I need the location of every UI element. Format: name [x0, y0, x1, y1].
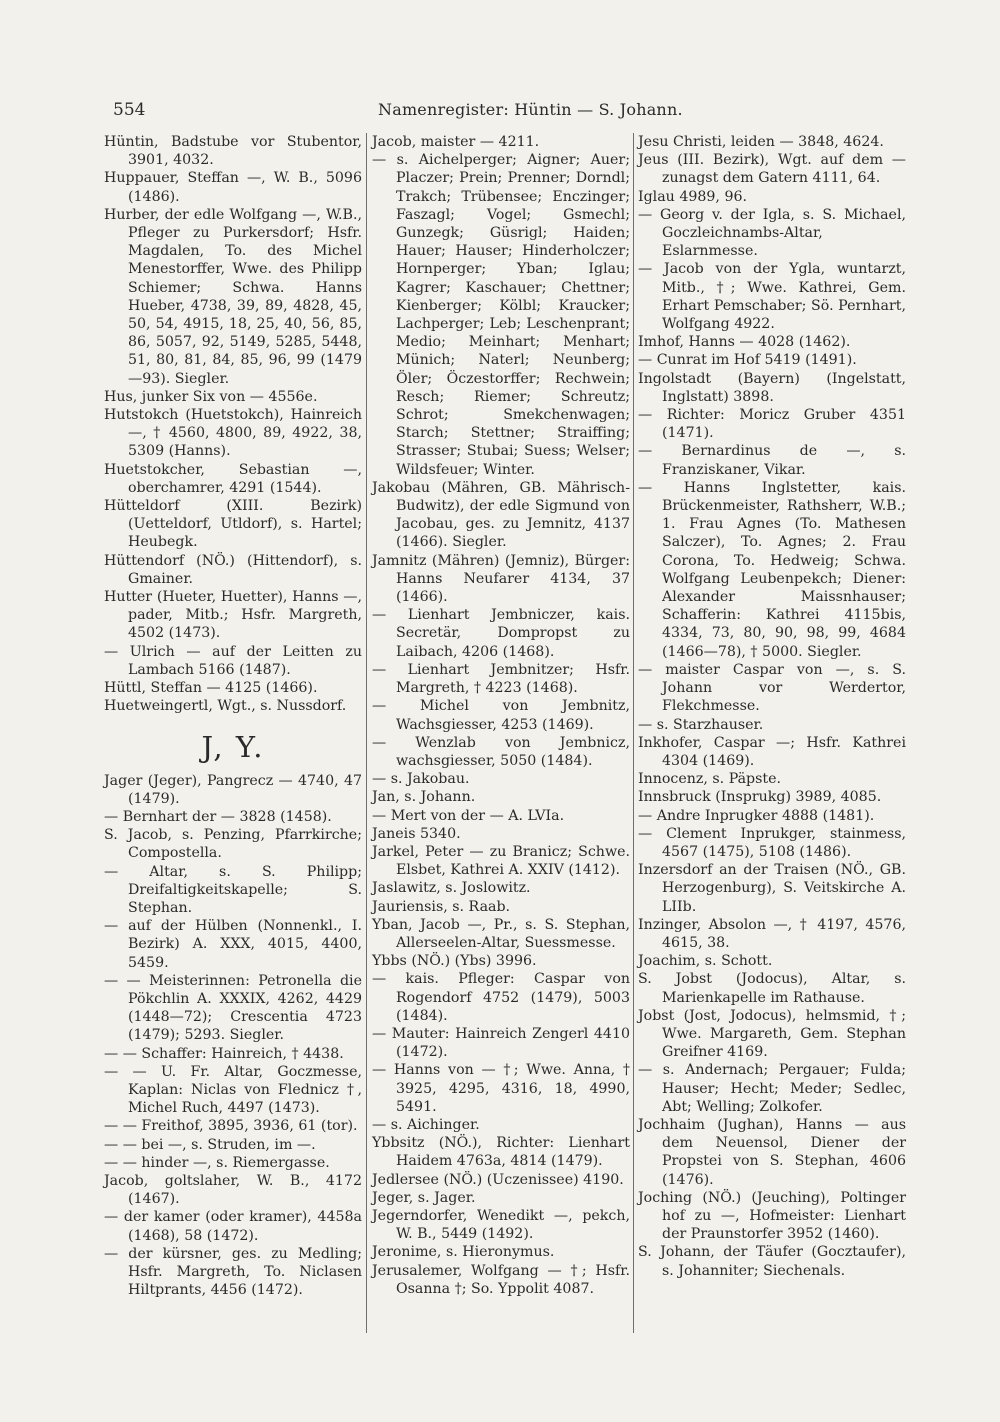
- index-entry: — Andre Inprugker 4888 (1481).: [638, 807, 875, 824]
- index-entry: Jeus (III. Bezirk), Wgt. auf dem — zunagst dem Gatern 4111, 64.: [638, 152, 906, 187]
- index-entry: S. Jacob, s. Penzing, Pfarrkirche; Compostella.: [104, 827, 362, 862]
- index-entry: Innocenz, s. Päpste.: [638, 771, 782, 788]
- index-entry: Jerusalemer, Wolfgang — †; Hsfr. Osanna †; So. Yppolit 4087.: [372, 1262, 630, 1297]
- index-entry: Jacob, goltslaher, W. B., 4172 (1467).: [104, 1172, 362, 1208]
- index-entry: Hus, junker Six von — 4556e.: [104, 388, 318, 405]
- index-entry: Jager (Jeger), Pangrecz — 4740, 47 (1479).: [104, 772, 362, 807]
- index-entry: Ingolstadt (Bayern) (Ingelstatt, Inglstatt) 3898.: [638, 370, 906, 405]
- index-entry: Hütteldorf (XIII. Bezirk) (Uetteldorf, Utldorf), s. Hartel; Heubegk.: [104, 498, 362, 551]
- index-entry: Jochhaim (Jughan), Hanns — aus dem Neuensol, Diener der Propstei von S. Stephan, 4606 (1476).: [638, 1116, 906, 1188]
- index-entry: Hutstokch (Huetstokch), Hainreich —, † 4560, 4800, 89, 4922, 38, 5309 (Hanns).: [104, 407, 362, 460]
- index-entry: S. Jobst (Jodocus), Altar, s. Marienkapelle im Rathause.: [638, 971, 906, 1006]
- column-divider: [366, 133, 367, 1333]
- index-entry: Jegerndorfer, Wenedikt —, pekch, W. B., 5449 (1492).: [372, 1207, 630, 1243]
- index-entry: Jacob, maister — 4211.: [372, 134, 540, 150]
- index-entry: Jeronime, s. Hieronymus.: [372, 1244, 555, 1261]
- index-column-right: [638, 133, 906, 1280]
- index-entry: — Mauter: Hainreich Zengerl 4410 (1472).: [372, 1025, 630, 1061]
- index-entry: — Lienhart Jembniczer, kais. Secretär, Dompropst zu Laibach, 4206 (1468).: [372, 607, 630, 660]
- page-number: 554: [113, 100, 146, 120]
- index-entry: Inkhofer, Caspar —; Hsfr. Kathrei 4304 (1469).: [638, 734, 906, 769]
- column-divider: [633, 133, 634, 1333]
- index-entry: — Ulrich — auf der Leitten zu Lambach 5166 (1487).: [104, 643, 362, 678]
- index-entry: Jobst (Jost, Jodocus), helmsmid, †; Wwe. Margareth, Gem. Stephan Greifner 4169.: [638, 1007, 906, 1061]
- index-entry: — s. Andernach; Pergauer; Fulda; Hauser; Hecht; Meder; Sedlec, Abt; Welling; Zolkofer.: [638, 1062, 906, 1115]
- index-entry: Hüttl, Steffan — 4125 (1466).: [104, 680, 318, 697]
- index-entry: Yban, Jacob —, Pr., s. S. Stephan, Allerseelen-Altar, Suessmesse.: [372, 916, 630, 951]
- index-entry: Hüttendorf (NÖ.) (Hittendorf), s. Gmainer.: [104, 552, 362, 587]
- index-entry: — Hanns Inglstetter, kais. Brückenmeister, Rathsherr, W.B.; 1. Frau Agnes (To. Mathesen Salczer), To. Agnes; 2. Frau Corona, To. Hedweig; Schwa. Wolfgang Leubenpekch; Diener: Alexander Maissnhauser; Schafferin: Kathrei 4115bis, 4334, 73, 80, 90, 98, 99, 4684 (1466—78), † 5000. Siegler.: [638, 479, 906, 660]
- entry-list: [104, 772, 362, 1300]
- index-entry: — Lienhart Jembnitzer; Hsfr. Margreth, † 4223 (1468).: [372, 661, 630, 697]
- index-entry: — s. Jakobau.: [372, 771, 470, 788]
- index-entry: Jeger, s. Jager.: [372, 1189, 476, 1206]
- index-entry: Huppauer, Steffan —, W. B., 5096 (1486).: [104, 170, 362, 205]
- index-entry: Jauriensis, s. Raab.: [372, 898, 511, 915]
- index-entry: Jakobau (Mähren, GB. Mährisch-Budwitz), der edle Sigmund von Jacobau, ges. zu Jemnitz, 4137 (1466). Siegler.: [372, 479, 630, 551]
- index-column-middle: [372, 133, 630, 1298]
- index-entry: — — U. Fr. Altar, Goczmesse, Kaplan: Niclas von Flednicz †, Michel Ruch, 4497 (1473).: [104, 1063, 362, 1117]
- index-entry: Hutter (Hueter, Huetter), Hanns —, pader, Mitb.; Hsfr. Margreth, 4502 (1473).: [104, 589, 362, 642]
- index-entry: — s. Aichelperger; Aigner; Auer; Placzer; Prein; Prenner; Dorndl; Trakch; Trübensee; Enczinger; Faszagl; Vogel; Gsmechl; Gunzegk; Güsrigl; Haiden; Hauer; Hauser; Hinderholczer; Hornperger; Yban; Iglau; Kagrer; Kaschauer; Chettner; Kienberger; Kölbl; Kraucker; Lachperger; Leb; Leschenprant; Medio; Meinhart; Menhart; Münich; Naterl; Neunberg; Öler; Öczestorffer; Rechwein; Resch; Riemer; Schreutz; Schrot; Smekchenwagen; Starch; Stettner; Straiffing; Strasser; Stubai; Suess; Welser; Wildsfeuer; Winter.: [372, 152, 630, 478]
- index-entry: Jarkel, Peter — zu Branicz; Schwe. Elsbet, Kathrei A. XXIV (1412).: [372, 843, 630, 879]
- index-entry: Jesu Christi, leiden — 3848, 4624.: [638, 134, 884, 150]
- index-entry: — — Meisterinnen: Petronella die Pökchlin A. XXXIX, 4262, 4429 (1448—72); Crescentia 4723 (1479); 5293. Siegler.: [104, 972, 362, 1044]
- index-column-left: [104, 133, 362, 1299]
- index-entry: Jamnitz (Mähren) (Jemniz), Bürger: Hanns Neufarer 4134, 37 (1466).: [372, 552, 630, 606]
- index-entry: — kais. Pfleger: Caspar von Rogendorf 4752 (1479), 5003 (1484).: [372, 971, 630, 1024]
- index-entry: — der kürsner, ges. zu Medling; Hsfr. Margreth, To. Niclasen Hiltprants, 4456 (1472).: [104, 1245, 362, 1299]
- section-heading: J, Y.: [201, 729, 265, 764]
- index-entry: — Altar, s. S. Philipp; Dreifaltigkeitskapelle; S. Stephan.: [104, 863, 362, 916]
- index-entry: — Wenzlab von Jembnicz, wachsgiesser, 5050 (1484).: [372, 734, 630, 769]
- index-entry: — Hanns von — †; Wwe. Anna, † 3925, 4295, 4316, 18, 4990, 5491.: [372, 1062, 630, 1115]
- index-entry: — — bei —, s. Struden, im —.: [104, 1136, 316, 1153]
- index-entry: — Bernhart der — 3828 (1458).: [104, 808, 332, 825]
- index-entry: — Georg v. der Igla, s. S. Michael, Goczleichnambs-Altar, Eslarnmesse.: [638, 206, 906, 260]
- index-entry: Jedlersee (NÖ.) (Uczenissee) 4190.: [372, 1171, 624, 1188]
- index-entry: — auf der Hülben (Nonnenkl., I. Bezirk) A. XXX, 4015, 4400, 5459.: [104, 918, 362, 971]
- index-entry: — — Schaffer: Hainreich, † 4438.: [104, 1045, 344, 1062]
- index-entry: Ybbsitz (NÖ.), Richter: Lienhart Haidem 4763a, 4814 (1479).: [372, 1135, 630, 1170]
- index-entry: Jan, s. Johann.: [372, 789, 476, 806]
- index-entry: Huetstokcher, Sebastian —, oberchamrer, 4291 (1544).: [104, 461, 362, 496]
- index-entry: Hurber, der edle Wolfgang —, W.B., Pfleger zu Purkersdorf; Hsfr. Magdalen, To. des Michel Menestorffer, Wwe. des Philipp Schiemer; Schwa. Hanns Hueber, 4738, 39, 89, 4828, 45, 50, 54, 4915, 18, 25, 40, 56, 85, 86, 5057, 92, 5149, 5285, 5448, 51, 80, 81, 84, 85, 96, 99 (1479—93). Siegler.: [104, 206, 362, 387]
- index-entry: Innsbruck (Insprukg) 3989, 4085.: [638, 789, 882, 806]
- index-entry: — s. Starzhauser.: [638, 716, 764, 733]
- index-entry: Joachim, s. Schott.: [638, 953, 773, 970]
- index-entry: Hüntin, Badstube vor Stubentor, 3901, 4032.: [104, 134, 362, 169]
- index-entry: — Richter: Moricz Gruber 4351 (1471).: [638, 407, 906, 442]
- index-entry: — maister Caspar von —, s. S. Johann vor Werdertor, Flekchmesse.: [638, 661, 906, 715]
- index-entry: Inzinger, Absolon —, † 4197, 4576, 4615, 38.: [638, 916, 906, 951]
- index-entry: — Michel von Jembnitz, Wachsgiesser, 4253 (1469).: [372, 698, 630, 733]
- index-entry: — Clement Inprukger, stainmess, 4567 (1475), 5108 (1486).: [638, 825, 906, 860]
- index-entry: Iglau 4989, 96.: [638, 188, 748, 205]
- index-entry: Imhof, Hanns — 4028 (1462).: [638, 334, 851, 351]
- index-entry: Jaslawitz, s. Joslowitz.: [372, 880, 531, 897]
- index-entry: — — Freithof, 3895, 3936, 61 (tor).: [104, 1118, 358, 1135]
- index-entry: — s. Aichinger.: [372, 1116, 480, 1133]
- index-entry: — Cunrat im Hof 5419 (1491).: [638, 352, 857, 369]
- running-head: Namenregister: Hüntin — S. Johann.: [378, 100, 683, 119]
- index-entry: Huetweingertl, Wgt., s. Nussdorf.: [104, 698, 347, 715]
- index-entry: Janeis 5340.: [372, 825, 461, 842]
- index-entry: — — hinder —, s. Riemergasse.: [104, 1154, 330, 1171]
- index-entry: — Jacob von der Ygla, wuntarzt, Mitb., †; Wwe. Kathrei, Gem. Erhart Pemschaber; Sö. Pernhart, Wolfgang 4922.: [638, 261, 906, 333]
- index-entry: Ybbs (NÖ.) (Ybs) 3996.: [372, 953, 537, 970]
- index-entry: — der kamer (oder kramer), 4458a (1468), 58 (1472).: [104, 1209, 362, 1244]
- index-entry: S. Johann, der Täufer (Gocztaufer), s. Johanniter; Siechenals.: [638, 1244, 906, 1279]
- index-entry: Inzersdorf an der Traisen (NÖ., GB. Herzogenburg), S. Veitskirche A. LIIb.: [638, 862, 906, 915]
- index-entry: — Mert von der — A. LVIa.: [372, 807, 565, 824]
- index-entry: — Bernardinus de —, s. Franziskaner, Vikar.: [638, 443, 906, 478]
- index-entry: Joching (NÖ.) (Jeuching), Poltinger hof zu —, Hofmeister: Lienhart der Praunstorfer 3952 (1460).: [638, 1189, 906, 1243]
- entry-list: [104, 133, 362, 716]
